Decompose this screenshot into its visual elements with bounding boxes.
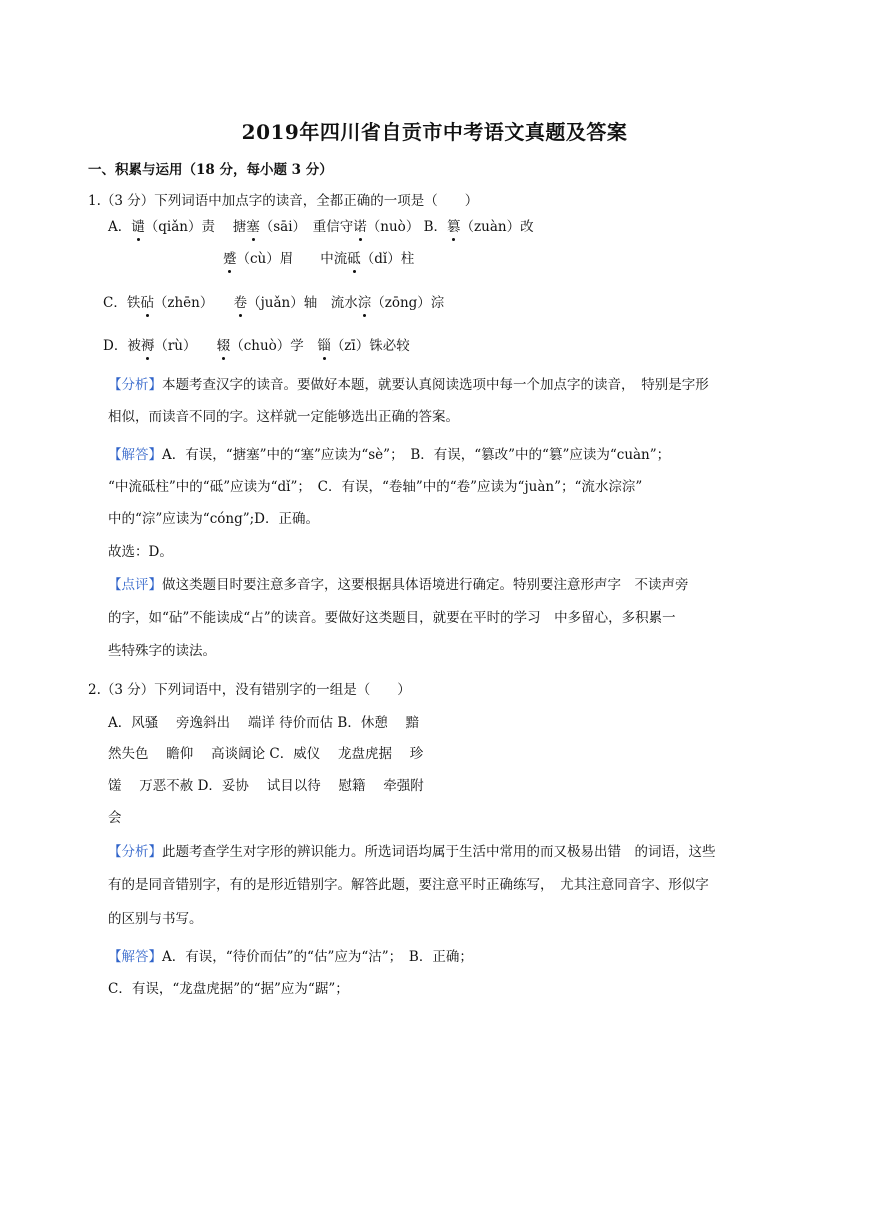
q1-opt-text: （zī）铢必较 [330, 338, 410, 354]
q1-stem: 1.（3 分）下列词语中加点字的读音，全都正确的一项是（ ） [88, 193, 479, 209]
comment-tag: 【点评】 [108, 577, 162, 593]
analysis-text: 相似，而读音不同的字。这样就一定能够选出正确的答案。 [108, 409, 459, 425]
q1-option-d [103, 334, 410, 354]
q1-opt-text: （zōng）淙 [371, 295, 445, 311]
answer-choice: 故选：D。 [108, 544, 173, 560]
comment-text: 些特殊字的读法。 [108, 643, 216, 659]
q1-dotted-char: 塞 [246, 215, 260, 235]
q1-opt-text: A． [108, 219, 132, 235]
q1-opt-text: （rù） [154, 338, 217, 354]
q2-stem: 2.（3 分）下列词语中，没有错别字的一组是（ ） [88, 682, 411, 698]
answer-text: 中的“淙”应读为“cóng”;D．正确。 [108, 511, 320, 527]
q1-dotted-char: 锱 [317, 334, 331, 354]
q1-opt-text: （cù）眉 中流 [236, 251, 348, 267]
q1-opt-text: （sāi） 重信守 [259, 219, 354, 235]
q1-dotted-char: 篡 [447, 215, 461, 235]
answer-tag: 【解答】 [108, 949, 162, 965]
q1-opt-text: （juǎn）轴 流水 [247, 295, 358, 311]
page-title: 2019年四川省自贡市中考语文真题及答案 [241, 120, 628, 144]
answer-text: “中流砥柱”中的“砥”应读为“dǐ”； C．有误，“卷轴”中的“卷”应读为“juàn”；“流水淙淙” [108, 479, 643, 495]
answer-text: A．有误，“待价而估”的“估”应为“沽”； B．正确； [162, 949, 473, 965]
q1-opt-text: （nuò） B． [366, 219, 448, 235]
q1-opt-text: C．铁 [103, 295, 141, 311]
q2-options-line: 会 [108, 810, 122, 826]
analysis-tag: 【分析】 [108, 844, 162, 860]
q1-options-line-1 [108, 215, 534, 235]
analysis-text: 有的是同音错别字，有的是形近错别字。解答此题，要注意平时正确练写， 尤其注意同音字、形似字 [108, 877, 709, 893]
q1-opt-text: （zhēn） [153, 295, 234, 311]
q1-dotted-char: 辍 [217, 334, 231, 354]
q1-dotted-char: 砧 [140, 291, 154, 311]
q1-opt-text: （zuàn）改 [460, 219, 534, 235]
q2-answer [108, 945, 473, 965]
q1-dotted-char: 淙 [358, 291, 372, 311]
q1-opt-text: （dǐ）柱 [360, 251, 415, 267]
q1-dotted-char: 蹙 [223, 247, 237, 267]
q2-analysis [108, 840, 716, 860]
q1-opt-text: （qiǎn）责 搪 [144, 219, 247, 235]
section-heading: 一、积累与运用（18 分，每小题 3 分） [88, 162, 333, 178]
analysis-text: 本题考查汉字的读音。要做好本题，就要认真阅读选项中每一个加点字的读音， 特别是字形 [162, 377, 709, 393]
answer-tag: 【解答】 [108, 447, 162, 463]
q2-options-line: A．风骚 旁逸斜出 端详 待价而估 B．休憩 黯 [108, 715, 420, 731]
analysis-tag: 【分析】 [108, 377, 162, 393]
q1-options-line-2 [223, 247, 414, 267]
q1-dotted-char: 诺 [353, 215, 367, 235]
q1-dotted-char: 谴 [131, 215, 145, 235]
q1-analysis [108, 373, 709, 393]
analysis-text: 的区别与书写。 [108, 911, 203, 927]
q1-opt-text: D．被 [103, 338, 141, 354]
comment-text: 的字，如“砧”不能读成“占”的读音。要做好这类题目，就要在平时的学习 中多留心，多积累一 [108, 610, 676, 626]
q2-options-line: 馐 万恶不赦 D．妥协 试目以待 慰籍 牵强附 [108, 778, 424, 794]
answer-text: C．有误，“龙盘虎据”的“据”应为“踞”； [108, 981, 349, 997]
analysis-text: 此题考查学生对字形的辨识能力。所选词语均属于生活中常用的而又极易出错 的词语，这些 [162, 844, 716, 860]
q1-comment [108, 573, 689, 593]
comment-text: 做这类题目时要注意多音字，这要根据具体语境进行确定。特别要注意形声字 不读声旁 [162, 577, 689, 593]
q1-dotted-char: 褥 [141, 334, 155, 354]
q1-option-c [103, 291, 444, 311]
q1-answer [108, 443, 670, 463]
answer-text: A．有误，“搪塞”中的“塞”应读为“sè”； B．有误，“篡改”中的“篡”应读为“cuàn”； [162, 447, 671, 463]
q1-opt-text: （chuò）学 [230, 338, 318, 354]
q2-options-line: 然失色 瞻仰 高谈阔论 C．威仪 龙盘虎据 珍 [108, 746, 424, 762]
q1-dotted-char: 砥 [347, 247, 361, 267]
q1-dotted-char: 卷 [234, 291, 248, 311]
